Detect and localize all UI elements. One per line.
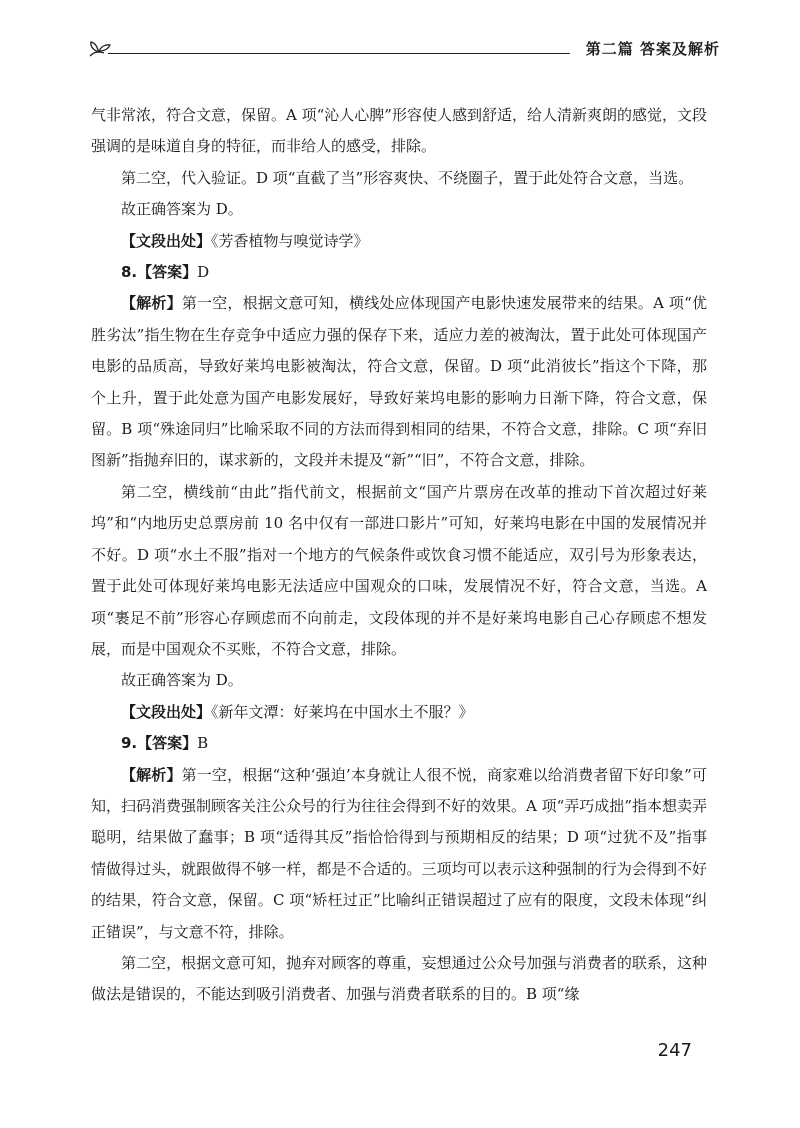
paragraph-text: 第一空，根据文意可知，横线处应体现国产电影快速发展带来的结果。A 项“优胜劣汰”指生物在生存竞争中适应力强的保存下来，适应力差的被淘汰，置于此处可体现国产电影的品质高，导致好莱坞电影被淘汰，符合文意，保留。D 项“此消彼长”指这个下降，那个上升，置于此处意为国产电影发展好，导致好莱坞电影的影响力日渐下降，符合文意，保留。B 项“殊途同归”比喻采取不同的方法而得到相同的结果，不符合文意，排除。C 项“弃旧图新”指抛弃旧的，谋求新的，文段并未提及“新”“旧”，不符合文意，排除。 (91, 294, 707, 470)
paragraph-text: D (197, 263, 210, 282)
page-number: 247 (657, 1040, 692, 1061)
paragraph (91, 288, 707, 476)
paragraph-text: 气非常浓，符合文意，保留。A 项“沁人心脾”形容使人感到舒适，给人清新爽朗的感觉，文段强调的是味道自身的特征，而非给人的感受，排除。 (91, 106, 707, 156)
paragraph-text: 故正确答案为 D。 (121, 671, 243, 690)
paragraph-text: 《芳香植物与嗅觉诗学》 (211, 231, 369, 250)
paragraph-tag: 8.【答案】 (121, 263, 198, 282)
section-title: 第二篇 答案及解析 (585, 40, 720, 58)
paragraph (91, 257, 707, 288)
paragraph-text: B (197, 734, 209, 753)
paragraph (91, 100, 707, 163)
paragraph-tag: 【解析】 (121, 294, 182, 313)
paragraph (91, 697, 707, 728)
header-rule (108, 53, 570, 54)
paragraph-tag: 【解析】 (121, 765, 182, 784)
paragraph (91, 728, 707, 759)
running-header (86, 30, 720, 64)
paragraph (91, 477, 707, 665)
paragraph-text: 第一空，根据“这种‘强迫’本身就让人很不悦，商家难以给消费者留下好印象”可知，扫码消费强制顾客关注公众号的行为往往会得到不好的效果。A 项“弄巧成拙”指本想卖弄聪明，结果做了蠢事；B 项“适得其反”指恰恰得到与预期相反的结果；D 项“过犹不及”指事情做得过头，就跟做得不够一样，都是不合适的。三项均可以表示这种强制的行为会得到不好的结果，符合文意，保留。C 项“矫枉过正”比喻纠正错误超过了应有的限度，文段未体现“纠正错误”，与文意不符，排除。 (91, 765, 707, 941)
paragraph (91, 760, 707, 948)
paragraph-text: 第二空，根据文意可知，抛弃对顾客的尊重，妄想通过公众号加强与消费者的联系，这种做法是错误的，不能达到吸引消费者、加强与消费者联系的目的。B 项“缘 (91, 953, 707, 1004)
paragraph (91, 948, 707, 1011)
page-body (91, 100, 707, 1011)
paragraph (91, 194, 707, 225)
paragraph-tag: 【文段出处】 (121, 702, 212, 721)
leaf-ornament-icon (86, 36, 116, 60)
paragraph-tag: 9.【答案】 (121, 734, 198, 753)
paragraph-text: 故正确答案为 D。 (121, 200, 243, 219)
paragraph-tag: 【文段出处】 (121, 231, 212, 250)
paragraph (91, 665, 707, 696)
paragraph-text: 第二空，代入验证。D 项“直截了当”形容爽快、不绕圈子，置于此处符合文意，当选。 (121, 168, 694, 187)
paragraph (91, 226, 707, 257)
paragraph-text: 第二空，横线前“由此”指代前文，根据前文“国产片票房在改革的推动下首次超过好莱坞”和“内地历史总票房前 10 名中仅有一部进口影片”可知，好莱坞电影在中国的发展情况并不好。D 项“水土不服”指对一个地方的气候条件或饮食习惯不能适应，双引号为形象表达，置于此处可体现好莱坞电影无法适应中国观众的口味，发展情况不好，符合文意，当选。A 项“裹足不前”形容心存顾虑而不向前走，文段体现的并不是好莱坞电影自己心存顾虑不想发展，而是中国观众不买账，不符合文意，排除。 (91, 482, 707, 658)
paragraph-text: 《新年文潭：好莱坞在中国水土不服？》 (211, 702, 474, 721)
paragraph (91, 163, 707, 194)
